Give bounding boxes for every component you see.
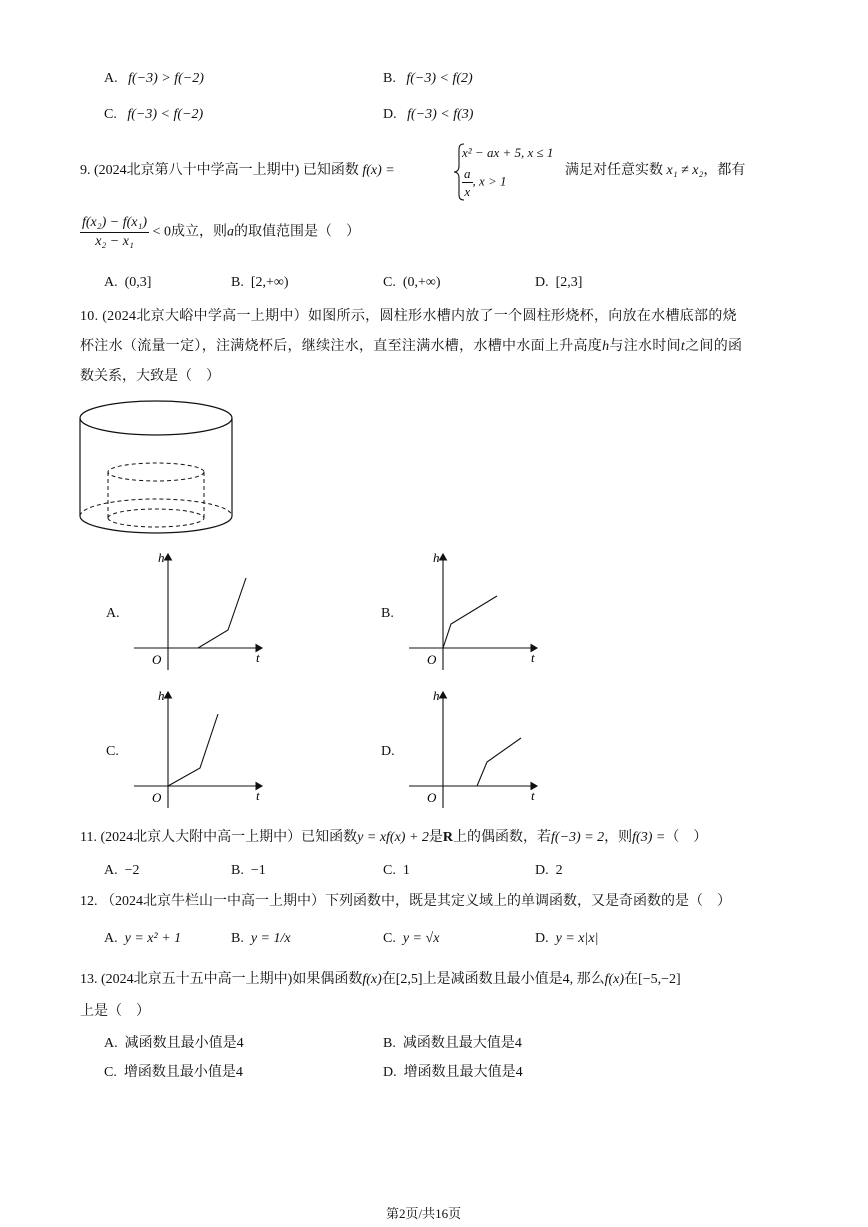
graph-c-ylabel: h bbox=[158, 688, 165, 703]
q13-stem-line1: 13. (2024北京五十五中高一上期中)如果偶函数f(x)在[2,5]上是减函数且最小值是4, 那么f(x)在[−5,−2] bbox=[80, 972, 681, 987]
q10-stem-line2: 杯注水（流量一定），注满烧杯后，继续注水，直至注满水槽，水槽中水面上升高度h与注水时间t之间的函 bbox=[80, 339, 743, 354]
graph-d-origin: O bbox=[427, 790, 437, 805]
q13-option-a: A. 减函数且最小值是4 bbox=[104, 1036, 244, 1051]
q11-option-c: C. 1 bbox=[383, 863, 410, 878]
q9-option-c: C. (0,+∞) bbox=[383, 275, 441, 290]
q11-option-a: A. −2 bbox=[104, 863, 140, 878]
q10-stem-line3: 数关系，大致是（ ） bbox=[80, 369, 220, 384]
graph-b-origin: O bbox=[427, 652, 437, 667]
q8-option-d-expr: f(−3) < f(3) bbox=[407, 107, 474, 122]
graph-a-curve bbox=[198, 578, 246, 648]
q8-option-d: D. f(−3) < f(3) bbox=[383, 107, 474, 122]
graph-a-origin: O bbox=[152, 652, 162, 667]
q9-option-d: D. [2,3] bbox=[535, 275, 583, 290]
q10-stem-line1: 10. (2024北京大峪中学高一上期中）如图所示，圆柱形水槽内放了一个圆柱形烧杯，向放在水槽底部的烧 bbox=[80, 309, 737, 324]
graph-a-label: A. bbox=[106, 606, 120, 621]
q8-option-a: A. f(−3) > f(−2) bbox=[104, 71, 204, 86]
graph-c-origin: O bbox=[152, 790, 162, 805]
graph-b-curve bbox=[443, 596, 497, 648]
q8-option-c-expr: f(−3) < f(−2) bbox=[127, 107, 204, 122]
q13-stem-line2: 上是（ ） bbox=[80, 1004, 150, 1019]
graph-d-ylabel: h bbox=[433, 688, 440, 703]
q9-stem-line2: $\frac{\text{f(x₂) − f(x₁)}}{\text{x₂ − x₁}}$ < 0成立，则a的取值范围是（ ） bbox=[82, 215, 360, 249]
q13-option-d: D. 增函数且最大值是4 bbox=[383, 1065, 523, 1080]
graph-b-xlabel: t bbox=[531, 650, 535, 665]
graph-c-label: C. bbox=[106, 744, 119, 759]
graph-b-label: B. bbox=[381, 606, 394, 621]
q9-piece1: x² − ax + 5, x ≤ 1 bbox=[462, 145, 554, 160]
graph-a-xlabel: t bbox=[256, 650, 260, 665]
graph-c-curve bbox=[168, 714, 218, 786]
graph-a bbox=[130, 548, 270, 673]
graph-d bbox=[405, 686, 545, 811]
q8-option-c: C. f(−3) < f(−2) bbox=[104, 107, 204, 122]
graph-d-label: D. bbox=[381, 744, 395, 759]
q9-option-a: A. (0,3] bbox=[104, 275, 152, 290]
cylinder-tank-figure bbox=[76, 398, 236, 540]
graph-c bbox=[130, 686, 270, 811]
graph-a-ylabel: h bbox=[158, 550, 165, 565]
q9-piece2: $\frac{a}{x}$ , x > 1 bbox=[464, 166, 507, 199]
q11-option-d: D. 2 bbox=[535, 863, 563, 878]
q12-option-a: A. y = x² + 1 bbox=[104, 931, 182, 946]
q11-stem: 11. (2024北京人大附中高一上期中）已知函数y = xf(x) + 2是R上的偶函数，若f(−3) = 2，则f(3) =（ ） bbox=[80, 830, 708, 845]
q12-option-b: B. y = 1/x bbox=[231, 931, 291, 946]
graph-c-xlabel: t bbox=[256, 788, 260, 803]
q11-option-b: B. −1 bbox=[231, 863, 266, 878]
q9-option-b: B. [2,+∞) bbox=[231, 275, 289, 290]
graph-b bbox=[405, 548, 545, 673]
graph-b-ylabel: h bbox=[433, 550, 440, 565]
q8-option-b: B. f(−3) < f(2) bbox=[383, 71, 473, 86]
q9-stem-line1b: 满足对任意实数 x₁ ≠ x₂，都有 bbox=[565, 163, 746, 178]
graph-d-curve bbox=[477, 738, 521, 786]
q8-option-b-expr: f(−3) < f(2) bbox=[406, 71, 473, 86]
q9-inequality-fraction: $\frac{\text{f(x₂) − f(x₁)}}{\text{x₂ − x₁}}$ bbox=[82, 215, 148, 249]
graph-d-xlabel: t bbox=[531, 788, 535, 803]
q12-stem: 12. （2024北京牛栏山一中高一上期中）下列函数中，既是其定义域上的单调函数，又是奇函数的是（ ） bbox=[80, 894, 731, 909]
page-number: 第2页/共16页 bbox=[386, 1206, 462, 1221]
q8-option-a-expr: f(−3) > f(−2) bbox=[128, 71, 204, 86]
q12-option-d: D. y = x|x| bbox=[535, 931, 599, 946]
q12-option-c: C. y = √x bbox=[383, 931, 440, 946]
q13-option-b: B. 减函数且最大值是4 bbox=[383, 1036, 522, 1051]
q13-option-c: C. 增函数且最小值是4 bbox=[104, 1065, 243, 1080]
q9-stem-line1: 9. (2024北京第八十中学高一上期中) 已知函数 f(x) = bbox=[80, 163, 395, 178]
